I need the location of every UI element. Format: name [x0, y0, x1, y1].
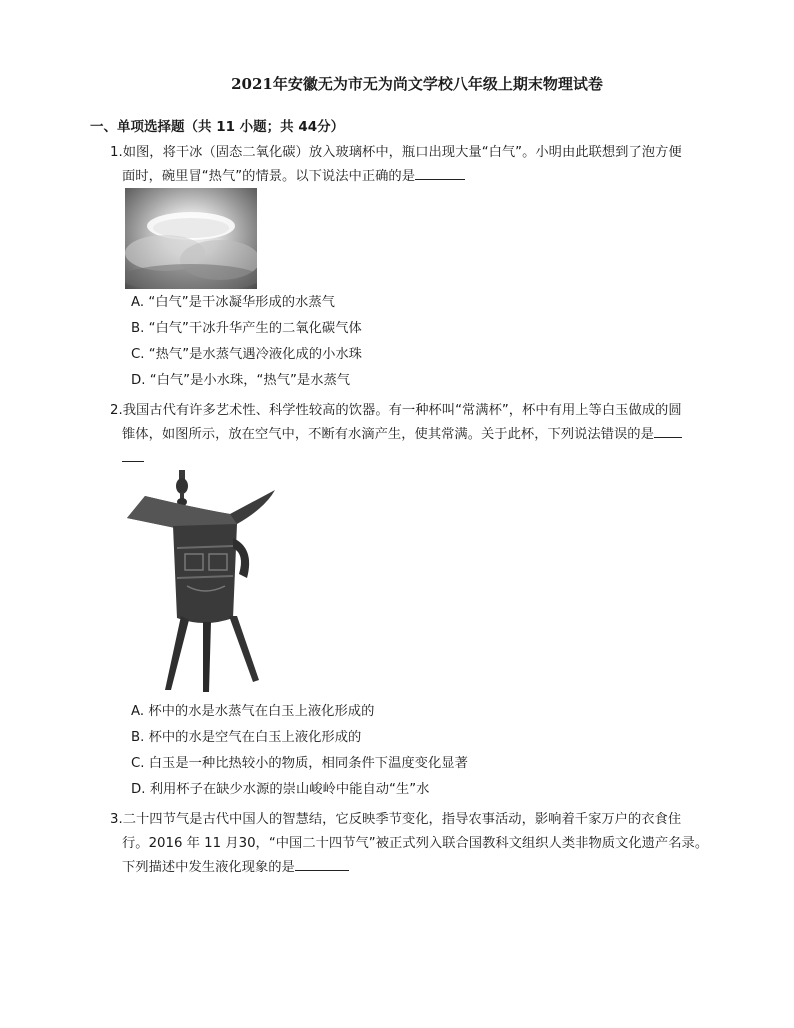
option-1c[interactable]: C. “热气”是水蒸气遇冷液化成的小水珠: [131, 347, 362, 362]
answer-blank-cont[interactable]: [122, 447, 144, 462]
option-1b[interactable]: B. “白气”干冰升华产生的二氧化碳气体: [131, 321, 362, 336]
answer-blank[interactable]: [654, 423, 682, 438]
option-2a[interactable]: A. 杯中的水是水蒸气在白玉上液化形成的: [131, 704, 375, 719]
answer-blank[interactable]: [295, 856, 349, 871]
jue-cup-image: [125, 468, 285, 694]
exam-title: 2021年安徽无为市无为尚文学校八年级上期末物理试卷: [231, 75, 603, 93]
question-text: 二十四节气是古代中国人的智慧结，它反映季节变化，指导农事活动，影响着千家万户的衣食住: [122, 812, 682, 827]
question-text: 行。2016 年 11 月30，“中国二十四节气”被正式列入联合国教科文组织人类非物质文化遗产名录。: [122, 836, 709, 851]
question-text: 面时，碗里冒“热气”的情景。以下说法中正确的是: [122, 169, 416, 184]
option-2b[interactable]: B. 杯中的水是空气在白玉上液化形成的: [131, 730, 362, 745]
option-1a[interactable]: A. “白气”是干冰凝华形成的水蒸气: [131, 295, 335, 310]
dry-ice-image: [125, 188, 257, 289]
question-number: 2.: [110, 403, 123, 418]
jue-cup-photo: [125, 468, 285, 694]
question-2: [110, 399, 720, 471]
option-1d[interactable]: D. “白气”是小水珠，“热气”是水蒸气: [131, 373, 351, 388]
question-text: 锥体，如图所示，放在空气中，不断有水滴产生，使其常满。关于此杯，下列说法错误的是: [122, 427, 654, 442]
question-3: [110, 808, 720, 880]
question-number: 1.: [110, 145, 123, 160]
question-text: 我国古代有许多艺术性、科学性较高的饮器。有一种杯叫“常满杯”，杯中有用上等白玉做成的圆: [122, 403, 682, 418]
question-1: [110, 141, 720, 189]
dry-ice-photo: [125, 188, 257, 289]
question-number: 3.: [110, 812, 123, 827]
section-heading: 一、单项选择题（共 11 小题；共 44分）: [90, 119, 345, 135]
answer-blank[interactable]: [415, 165, 465, 180]
question-text: 如图，将干冰（固态二氧化碳）放入玻璃杯中，瓶口出现大量“白气”。小明由此联想到了泡方便: [122, 145, 682, 160]
question-text: 下列描述中发生液化现象的是: [122, 860, 295, 875]
option-2c[interactable]: C. 白玉是一种比热较小的物质，相同条件下温度变化显著: [131, 756, 468, 771]
option-2d[interactable]: D. 利用杯子在缺少水源的崇山峻岭中能自动“生”水: [131, 782, 430, 797]
